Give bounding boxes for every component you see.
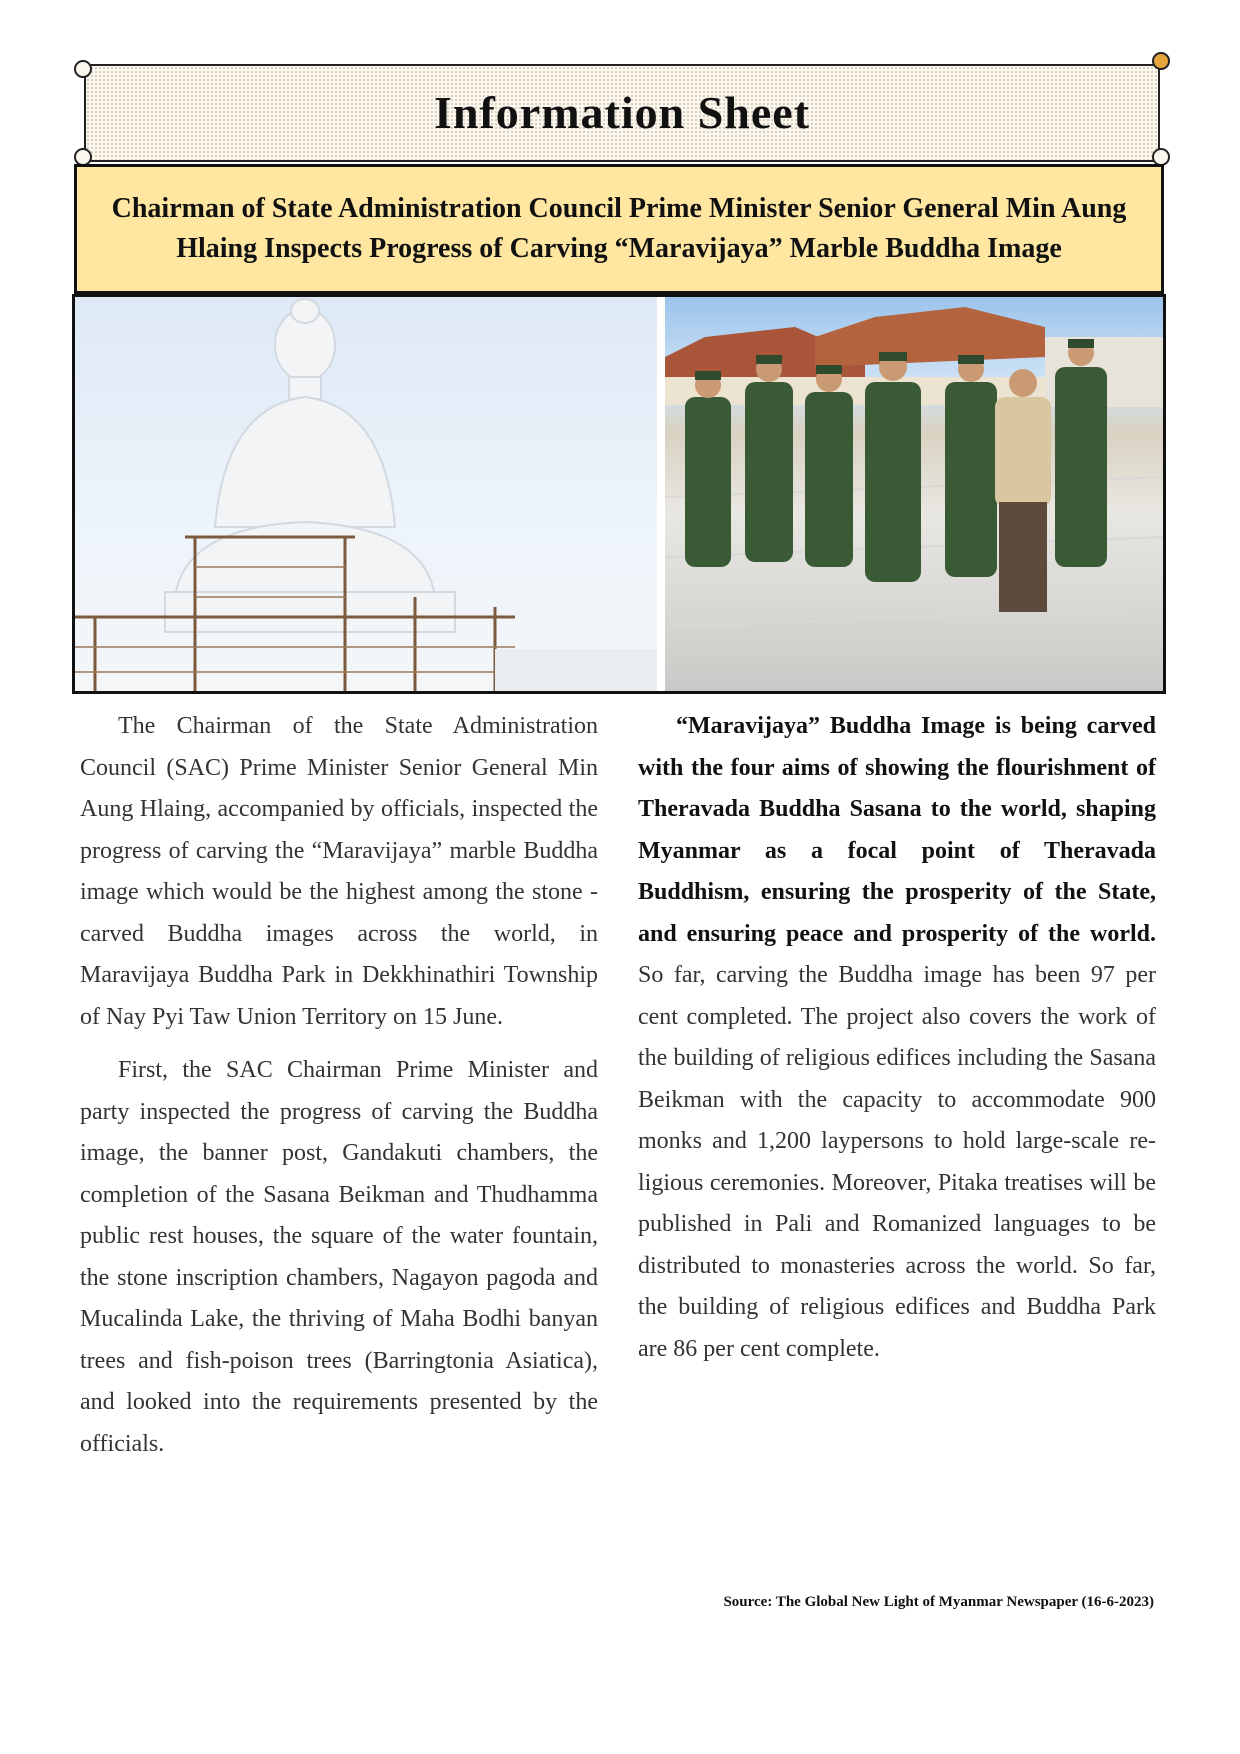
buddha-statue-photo xyxy=(75,297,657,691)
officials-group-illustration xyxy=(665,297,1163,691)
scroll-banner xyxy=(74,58,1170,170)
article-left-column xyxy=(80,706,598,1465)
article-lead-bold: “Maravijaya” Buddha Image is being carved with the four aims of showing the flourishment of Theravada Buddha Sasana to the world, shaping Myanmar as a focal point of Theravada Buddhism, ensuring the prosperity of the State, and ensuring peace and prosperity of the world. xyxy=(638,713,1156,947)
officials-inspection-photo xyxy=(665,297,1163,691)
headline-box xyxy=(74,164,1164,294)
scroll-curl-icon xyxy=(1152,52,1170,70)
article-text: So far, carving the Buddha image has been 97 per cent completed. The project also covers the work of the building of religious edifices including the Sasana Beikman with the capacity to accommodate 900 monks and 1,200 laypersons to hold large-scale religious ceremonies. Moreover, Pitaka treatises will be published in Pali and Romanized languages to be distributed to monasteries across the world. So far, the building of religious edifices and Buddha Park are 86 per cent complete. xyxy=(638,962,1156,1362)
buddha-statue-illustration xyxy=(75,297,657,691)
scroll-curl-icon xyxy=(74,60,92,78)
page-title: Information Sheet xyxy=(433,87,811,138)
article-paragraph: First, the SAC Chairman Prime Minister and party inspected the progress of carving the Buddha image, the banner post, Gandakuti chambers, the completion of the Sasana Beikman and Thudhamma public rest houses, the square of the water fountain, the stone inscription chambers, Nagayon pagoda and Mucalinda Lake, the thriving of Maha Bodhi banyan trees and fish-poison trees (Barringtonia Asiatica), and looked into the requirements presented by the officials. xyxy=(80,1057,598,1457)
article-paragraph: The Chairman of the State Administration Council (SAC) Prime Minister Senior General Min Aung Hlaing, accompanied by officials, inspected the progress of carving the “Maravijaya” marble Buddha image which would be the highest among the stone -carved Buddha images across the world, in Maravijaya Buddha Park in Dekkhinathiri Township of Nay Pyi Taw Union Territory on 15 June. xyxy=(80,713,598,1030)
photo-strip xyxy=(72,294,1166,694)
source-credit: Source: The Global New Light of Myanmar Newspaper (16-6-2023) xyxy=(723,1594,1154,1610)
article-paragraph xyxy=(638,706,1156,1370)
article-right-column xyxy=(638,706,1156,1370)
headline: Chairman of State Administration Council Prime Minister Senior General Min Aung Hlaing Inspects Progress of Carving “Maravijaya” Marble Buddha Image xyxy=(111,193,1127,264)
